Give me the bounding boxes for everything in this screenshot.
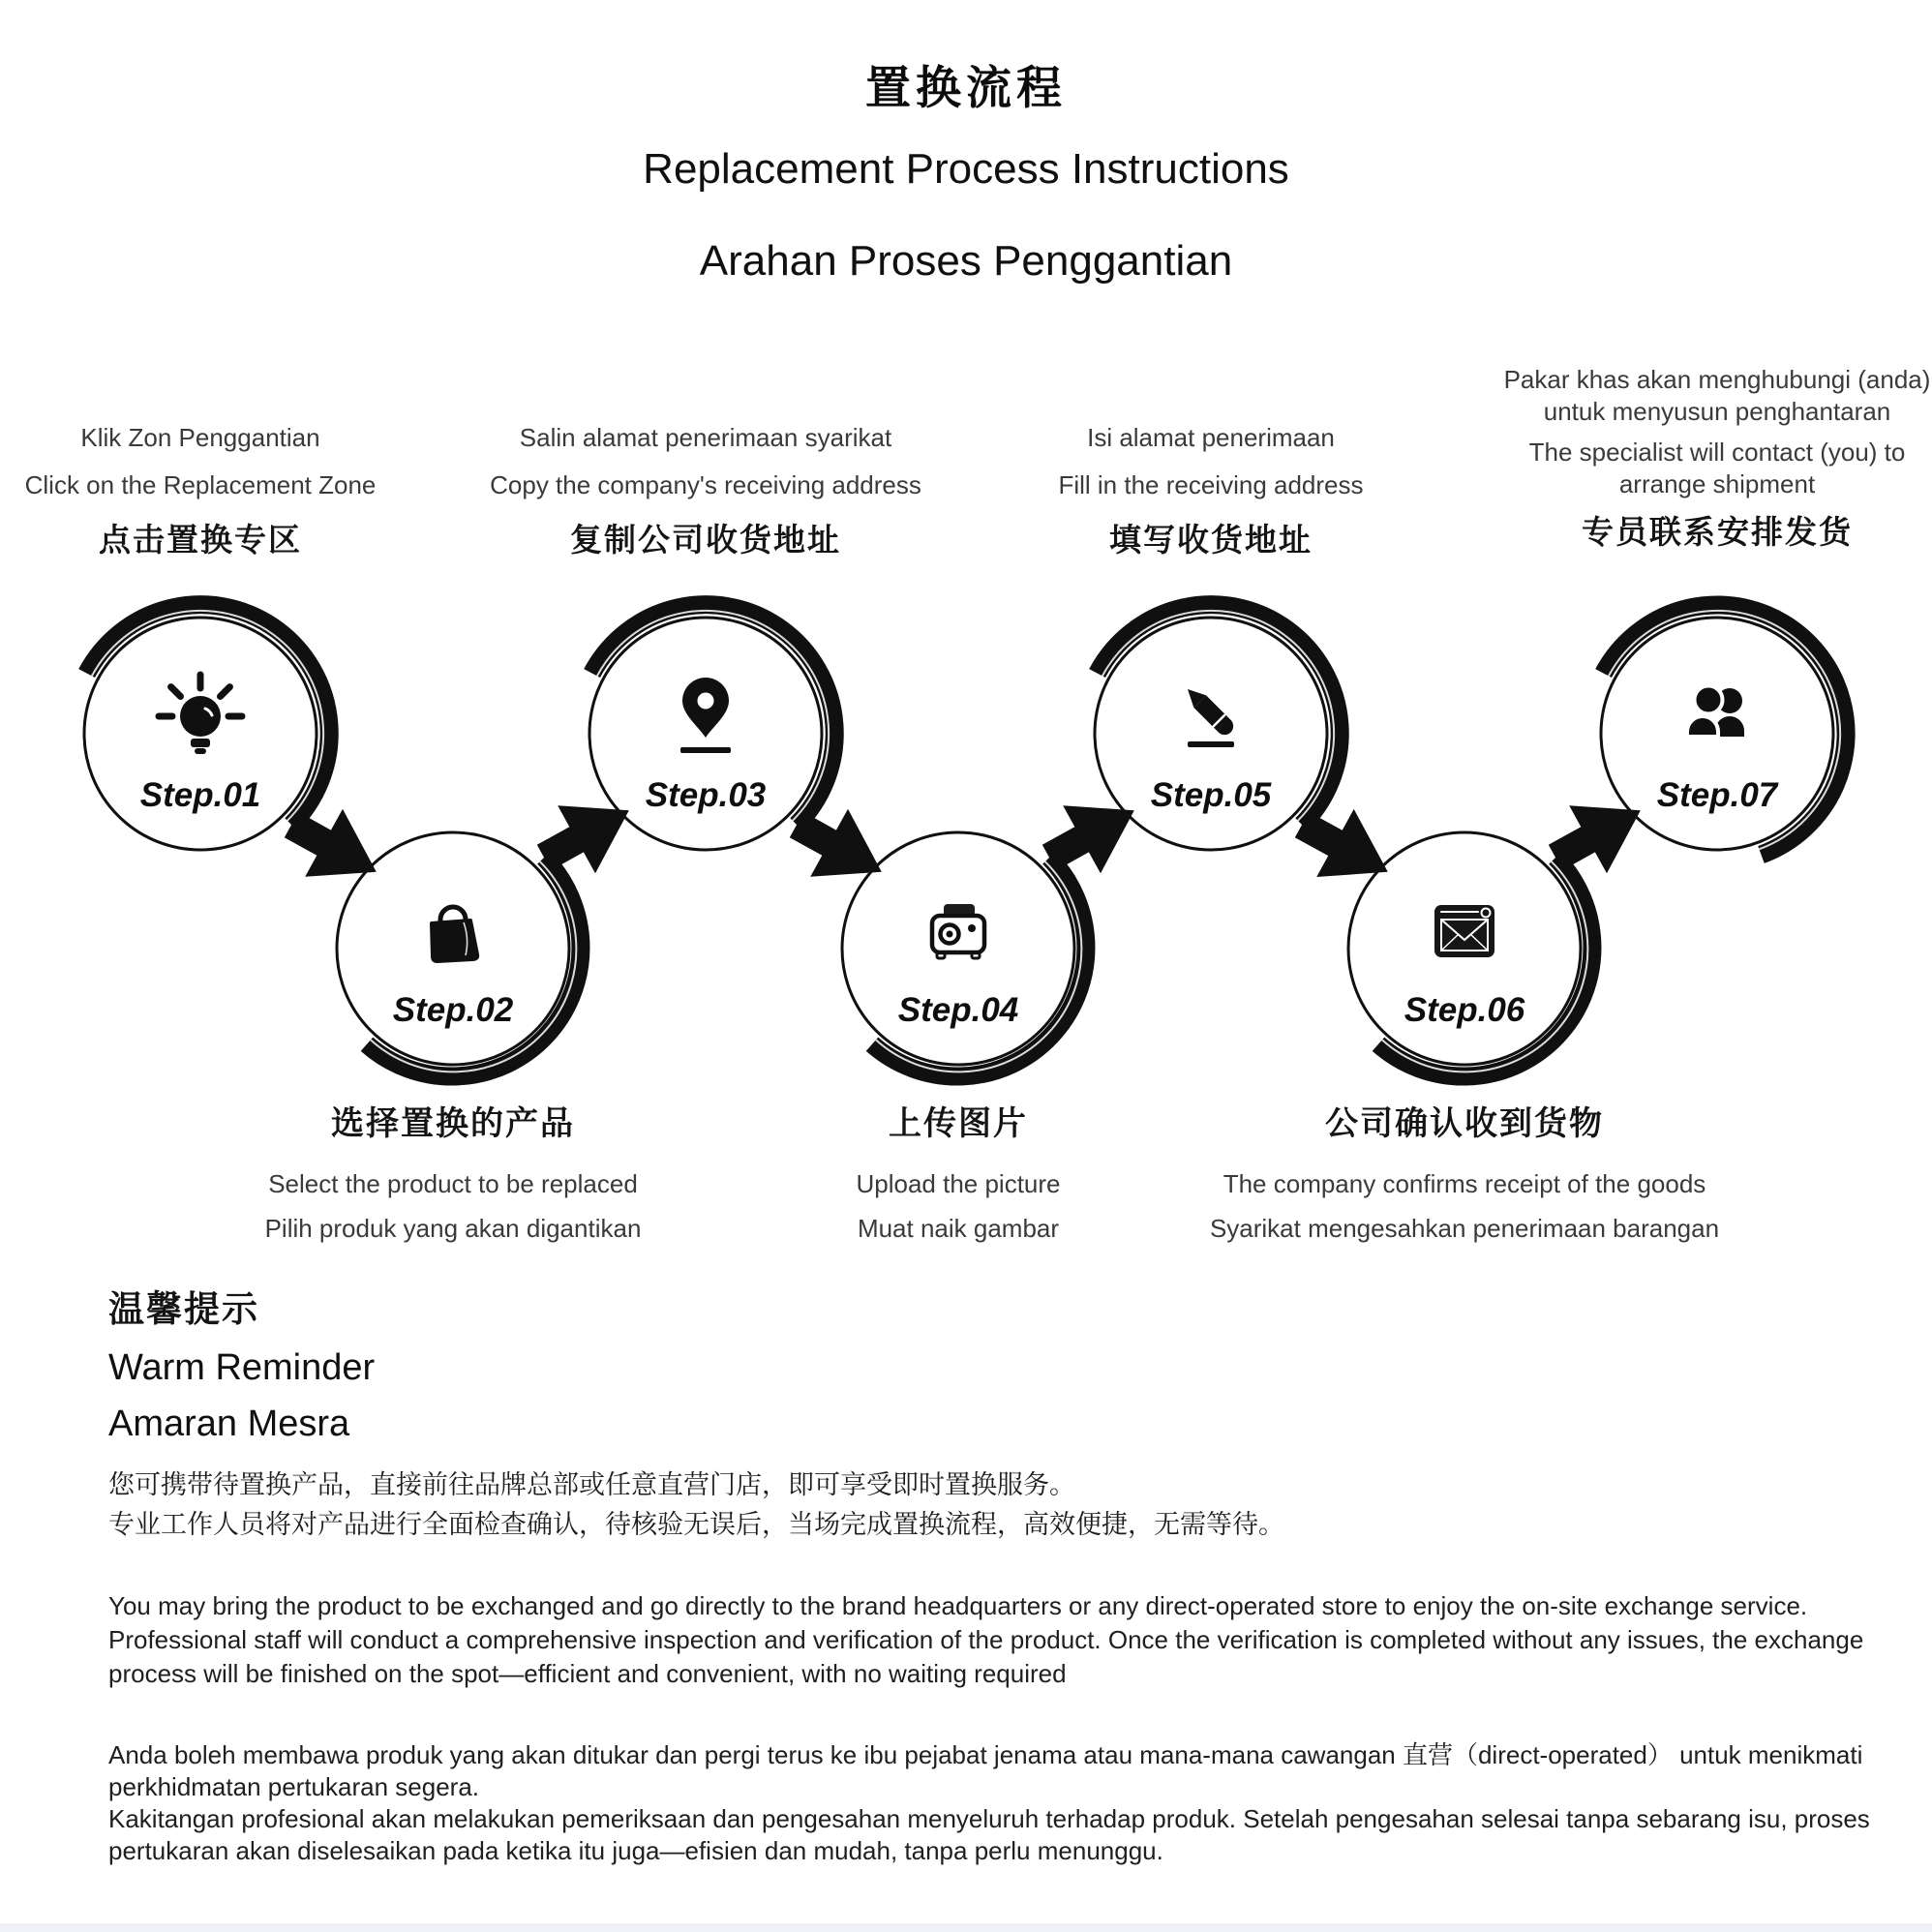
step-number-label: Step.03 bbox=[645, 776, 767, 814]
arrow-connector bbox=[1042, 805, 1134, 873]
step5-label-group bbox=[998, 422, 1424, 560]
step1-label-zh: 点击置换专区 bbox=[99, 522, 302, 558]
step1-label-en: Click on the Replacement Zone bbox=[24, 470, 377, 499]
arrow-connector bbox=[537, 805, 629, 873]
step4-label-en: Upload the picture bbox=[856, 1169, 1061, 1198]
step-number-label: Step.02 bbox=[392, 991, 514, 1029]
step7-label-ms: Pakar khas akan menghubungi (anda) untuk menyusun penghantaran bbox=[1503, 365, 1931, 426]
step5-label-zh: 填写收货地址 bbox=[1109, 522, 1313, 558]
step4-label-zh: 上传图片 bbox=[889, 1105, 1028, 1142]
step5-label-en: Fill in the receiving address bbox=[1058, 470, 1364, 499]
step7-label-group bbox=[1494, 364, 1932, 553]
reminder-body-ms-line2: Kakitangan profesional akan melakukan pemeriksaan dan pengesahan menyeluruh terhadap produk. Setelah pengesahan selesai tanpa sebarang isu, proses pertukaran akan diselesaikan pada ketika itu juga—efisien dan mudah, tanpa perlu menunggu. bbox=[108, 1804, 1870, 1865]
step2-label-zh: 选择置换的产品 bbox=[331, 1105, 575, 1142]
step-number-label: Step.01 bbox=[139, 776, 261, 814]
step1-label-group bbox=[12, 422, 389, 560]
step-number-label: Step.05 bbox=[1150, 776, 1272, 814]
step3-label-zh: 复制公司收货地址 bbox=[570, 522, 841, 558]
reminder-body-zh-line2: 专业工作人员将对产品进行全面检查确认，待核验无误后，当场完成置换流程，高效便捷，无需等待。 bbox=[108, 1510, 1284, 1539]
arrow-connector bbox=[1549, 805, 1641, 873]
reminder-body-zh bbox=[108, 1465, 1860, 1545]
arrow-connector bbox=[285, 809, 377, 877]
step3-label-group bbox=[468, 422, 943, 560]
step2-label-ms: Pilih produk yang akan digantikan bbox=[264, 1214, 642, 1243]
page-title-en: Replacement Process Instructions bbox=[643, 145, 1289, 193]
step3-label-ms: Salin alamat penerimaan syarikat bbox=[519, 423, 892, 452]
step6-label-group bbox=[1189, 1103, 1740, 1245]
step7-label-zh: 专员联系安排发货 bbox=[1582, 514, 1853, 550]
reminder-title-en: Warm Reminder bbox=[108, 1347, 376, 1388]
step5-label-ms: Isi alamat penerimaan bbox=[1087, 423, 1335, 452]
process-flow-diagram bbox=[0, 581, 1932, 1123]
envelope-icon bbox=[1434, 905, 1494, 957]
step-number-label: Step.04 bbox=[897, 991, 1019, 1029]
step6-label-zh: 公司确认收到货物 bbox=[1325, 1105, 1604, 1142]
reminder-body-ms bbox=[108, 1739, 1901, 1867]
step4-label-ms: Muat naik gambar bbox=[857, 1214, 1060, 1243]
step-number-label: Step.07 bbox=[1656, 776, 1778, 814]
page-title-ms: Arahan Proses Penggantian bbox=[699, 237, 1233, 285]
reminder-title-zh: 温馨提示 bbox=[108, 1289, 259, 1329]
step6-label-ms: Syarikat mengesahkan penerimaan barangan bbox=[1209, 1214, 1720, 1243]
arrow-connector bbox=[790, 809, 882, 877]
page-bottom-edge bbox=[0, 1923, 1932, 1932]
step1-label-ms: Klik Zon Penggantian bbox=[80, 423, 320, 452]
reminder-title-ms: Amaran Mesra bbox=[108, 1404, 350, 1444]
step-number-label: Step.06 bbox=[1404, 991, 1525, 1029]
step3-label-en: Copy the company's receiving address bbox=[490, 470, 921, 499]
reminder-body-en: You may bring the product to be exchanged and go directly to the brand headquarters or any direct-operated store to enjoy the on-site exchange service. Professional staff will conduct a comprehensive inspection and verification of the product. Once the verification is completed without any issues, the exchange process will be finished on the spot—efficient and convenient, with no waiting required bbox=[108, 1591, 1864, 1688]
reminder-body-ms-line1: Anda boleh membawa produk yang akan ditukar dan pergi terus ke ibu pejabat jenama atau mana-mana cawangan 直营（direct-operated） untuk menikmati perkhidmatan pertukaran segera. bbox=[108, 1740, 1863, 1801]
step2-label-en: Select the product to be replaced bbox=[268, 1169, 638, 1198]
step4-label-group bbox=[740, 1103, 1176, 1245]
step2-label-group bbox=[211, 1103, 695, 1245]
step6-label-en: The company confirms receipt of the goods bbox=[1223, 1169, 1706, 1198]
page-title-zh: 置换流程 bbox=[865, 62, 1067, 113]
arrow-connector bbox=[1295, 809, 1388, 877]
step7-label-en: The specialist will contact (you) to arrange shipment bbox=[1528, 438, 1906, 498]
reminder-body-zh-line1: 您可携带待置换产品，直接前往品牌总部或任意直营门店，即可享受即时置换服务。 bbox=[108, 1470, 1075, 1499]
